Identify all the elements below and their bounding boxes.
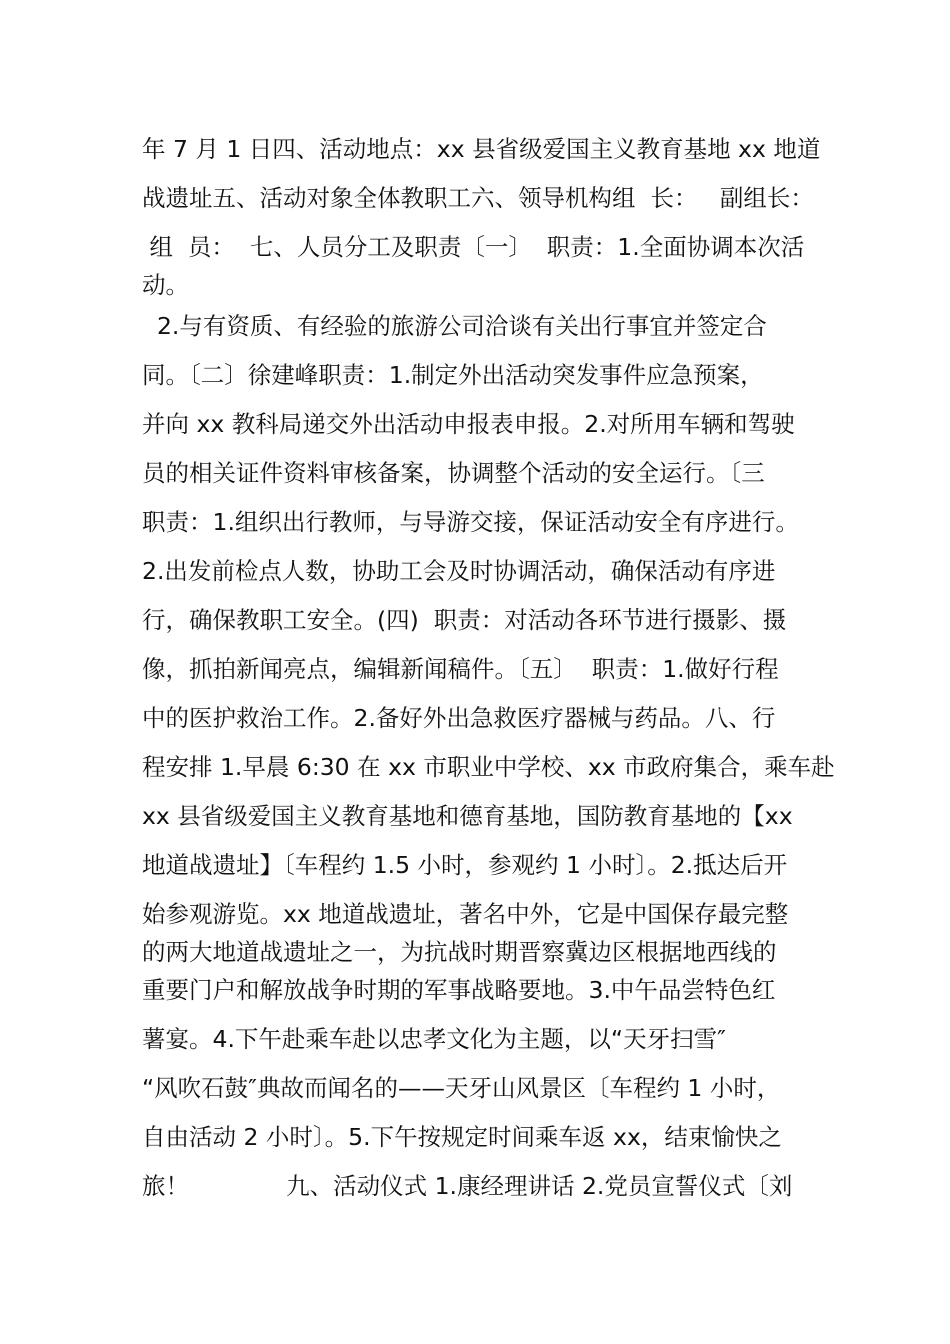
text-line: 像，抓拍新闻亮点，编辑新闻稿件。〔五〕 职责：1.做好行程 [142, 655, 779, 683]
text-line: 程安排 1.早晨 6:30 在 xx 市职业中学校、xx 市政府集合，乘车赴 [142, 753, 835, 781]
text-line: 薯宴。4.下午赴乘车赴以忠孝文化为主题，以“天牙扫雪″ [142, 1025, 726, 1053]
text-line: 职责：1.组织出行教师，与导游交接，保证活动安全有序进行。 [142, 508, 799, 536]
body-text [142, 128, 835, 1214]
text-line: 行，确保教职工安全。(四) 职责：对活动各环节进行摄影、摄 [142, 606, 787, 634]
text-line: 自由活动 2 小时〕。5.下午按规定时间乘车返 xx，结束愉快之 [142, 1123, 782, 1151]
text-line: 员的相关证件资料审核备案，协调整个活动的安全运行。〔三 [142, 459, 765, 487]
text-line: 2.出发前检点人数，协助工会及时协调活动，确保活动有序进 [142, 557, 776, 585]
text-line: 动。 [142, 271, 189, 299]
text-line: 地道战遗址】〔车程约 1.5 小时，参观约 1 小时〕。2.抵达后开 [142, 851, 788, 879]
text-line: 战遗址五、活动对象全体教职工六、领导机构组 长： 副组长： [142, 184, 814, 212]
text-line: 的两大地道战遗址之一，为抗战时期晋察冀边区根据地西线的 [142, 938, 777, 966]
text-line: xx 县省级爱国主义教育基地和德育基地，国防教育基地的【xx [142, 802, 793, 830]
text-line: 重要门户和解放战争时期的军事战略要地。3.中午品尝特色红 [142, 976, 776, 1004]
text-line: 2.与有资质、有经验的旅游公司洽谈有关出行事宜并签定合 [142, 312, 767, 340]
text-line: 组 员： 七、人员分工及职责〔一〕 职责：1.全面协调本次活 [142, 233, 805, 261]
text-line: “风吹石鼓″典故而闻名的——天牙山风景区〔车程约 1 小时， [142, 1074, 781, 1102]
text-line: 并向 xx 教科局递交外出活动申报表申报。2.对所用车辆和驾驶 [142, 410, 795, 438]
text-line: 旅！ 九、活动仪式 1.康经理讲话 2.党员宣誓仪式〔刘 [142, 1172, 793, 1200]
text-line: 年 7 月 1 日四、活动地点：xx 县省级爱国主义教育基地 xx 地道 [142, 135, 821, 163]
text-line: 中的医护救治工作。2.备好外出急救医疗器械与药品。八、行 [142, 704, 776, 732]
text-line: 始参观游览。xx 地道战遗址，著名中外，它是中国保存最完整 [142, 900, 789, 928]
text-line: 同。〔二〕徐建峰职责：1.制定外出活动突发事件应急预案， [142, 361, 764, 389]
